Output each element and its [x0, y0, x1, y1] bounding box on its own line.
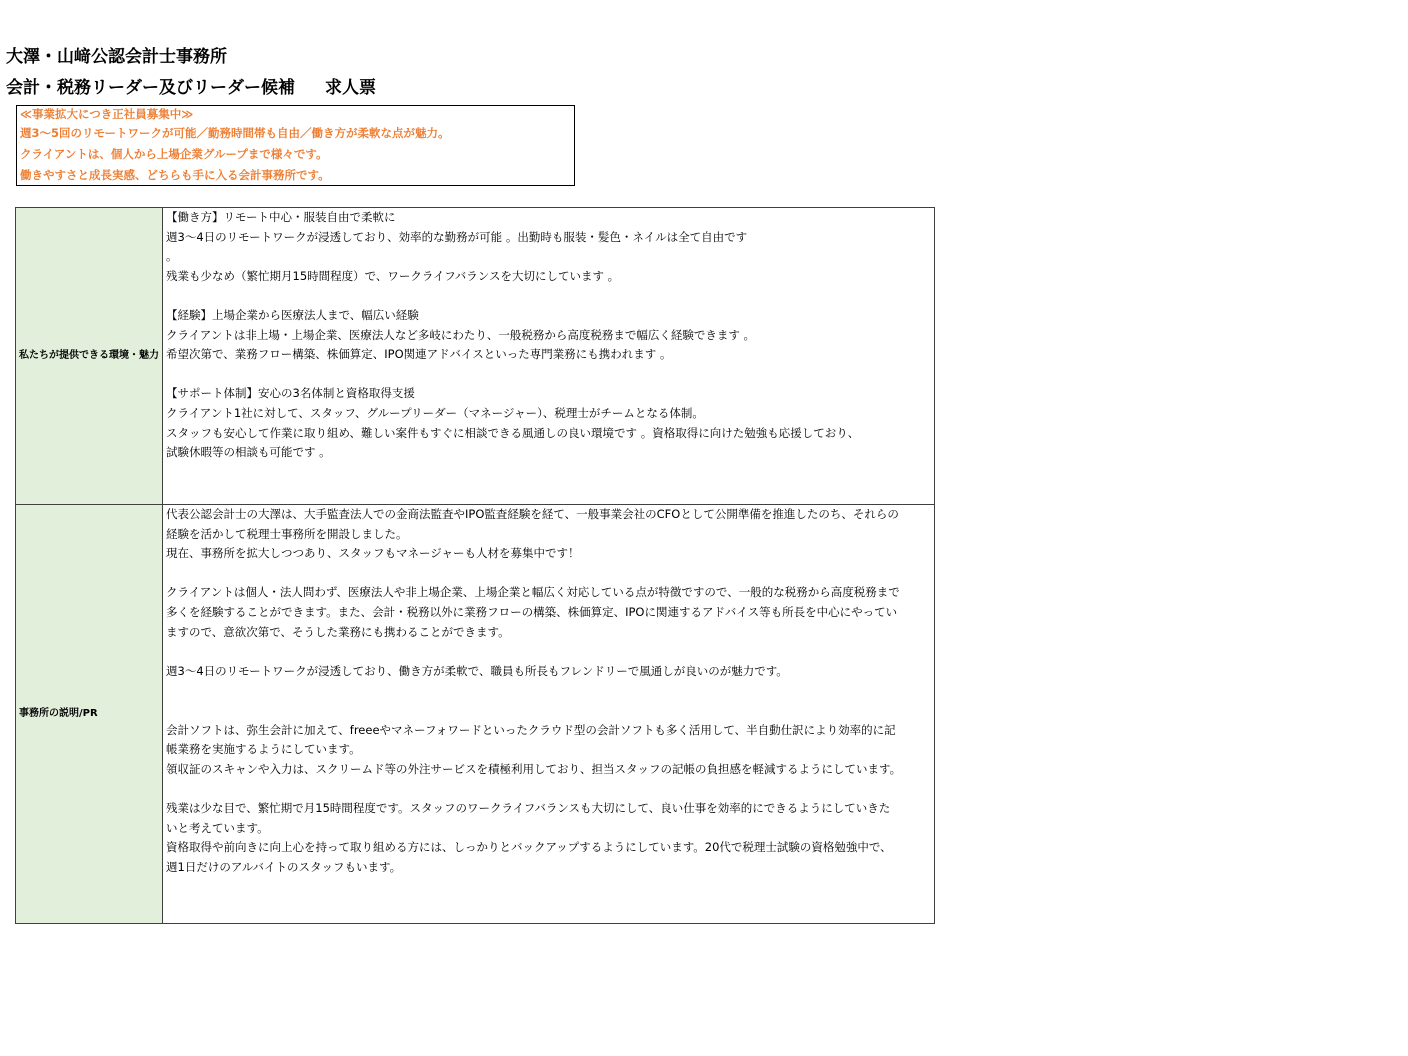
content-line — [166, 681, 934, 701]
promo-box — [16, 105, 575, 186]
content-line: いと考えています。 — [166, 820, 269, 835]
promo-line: 働きやすさと成長実感、どちらも手に入る会計事務所です。 — [20, 168, 330, 182]
content-line: 帳業務を実施するようにしています。 — [166, 742, 361, 757]
content-line: クライアントは非上場・上場企業、医療法人など多岐にわたり、一般税務から高度税務まで幅広く経験できます 。 — [166, 327, 755, 342]
row-content-cell — [164, 208, 934, 504]
content-line: 経験を活かして税理士事務所を開設しました。 — [166, 526, 408, 541]
content-line: スタッフも安心して作業に取り組め、難しい案件もすぐに相談できる風通しの良い環境です 。資格取得に向けた勉強も応援しており、 — [166, 425, 860, 440]
content-line — [166, 564, 934, 584]
content-line: 【働き方】リモート中心・服装自由で柔軟に — [166, 210, 396, 224]
company-name: 大澤・山﨑公認会計士事務所 — [6, 47, 227, 67]
content-line: 多くを経験することができます。また、会計・税務以外に業務フローの構築、株価算定、IPOに関連するアドバイス等も所長を中心にやってい — [166, 604, 898, 619]
position-title-line — [6, 77, 376, 99]
content-line — [166, 779, 934, 799]
doc-type: 求人票 — [325, 78, 376, 98]
content-line — [166, 365, 934, 385]
row-label-cell — [16, 505, 163, 923]
content-line: 週1日だけのアルバイトのスタッフもいます。 — [166, 859, 402, 874]
row-label-cell — [16, 208, 163, 504]
promo-line: クライアントは、個人から上場企業グループまで様々です。 — [20, 147, 328, 161]
content-line: 領収証のスキャンや入力は、スクリームド等の外注サービスを積極利用しており、担当スタッフの記帳の負担感を軽減するようにしています。 — [166, 761, 902, 776]
table-row — [15, 207, 935, 505]
position-title: 会計・税務リーダー及びリーダー候補 — [6, 78, 295, 98]
promo-line: 週3～5回のリモートワークが可能／勤務時間帯も自由／働き方が柔軟な点が魅力。 — [20, 126, 450, 140]
content-line: 試験休暇等の相談も可能です 。 — [166, 445, 331, 460]
content-line: ますので、意欲次第で、そうした業務にも携わることができます。 — [166, 624, 510, 639]
content-line: クライアントは個人・法人問わず、医療法人や非上場企業、上場企業と幅広く対応している点が特徴ですので、一般的な税務から高度税務まで — [166, 585, 900, 600]
row-content-cell — [164, 505, 934, 923]
content-line: 残業は少な目で、繁忙期で月15時間程度です。スタッフのワークライフバランスも大切にして、良い仕事を効率的にできるようにしていきた — [166, 800, 891, 815]
content-line: 【サポート体制】安心の3名体制と資格取得支援 — [166, 386, 415, 401]
content-line: 希望次第で、業務フロー構築、株価算定、IPO関連アドバイスといった専門業務にも携われます 。 — [166, 347, 672, 362]
content-line — [166, 642, 934, 662]
table-row — [15, 504, 935, 924]
row-label: 事務所の説明/PR — [19, 708, 98, 719]
content-line — [166, 286, 934, 306]
content-line — [166, 701, 934, 721]
content-line: 会計ソフトは、弥生会計に加えて、freeeやマネーフォワードといったクラウド型の会計ソフトも多く活用して、半自動仕訳により効率的に記 — [166, 722, 896, 737]
content-line: 資格取得や前向きに向上心を持って取り組める方には、しっかりとバックアップするようにしています。20代で税理士試験の資格勉強中で、 — [166, 840, 892, 855]
row-label: 私たちが提供できる環境・魅力 — [19, 350, 159, 361]
content-line: 【経験】上場企業から医療法人まで、幅広い経験 — [166, 307, 419, 322]
content-line: 残業も少なめ（繁忙期月15時間程度）で、ワークライフバランスを大切にしています 。 — [166, 268, 620, 283]
content-line: 週3～4日のリモートワークが浸透しており、効率的な勤務が可能 。出勤時も服装・髪色・ネイルは全て自由です — [166, 229, 748, 244]
content-line: クライアント1社に対して、スタッフ、グループリーダー（マネージャー）、税理士がチームとなる体制。 — [166, 405, 704, 420]
promo-line: ≪事業拡大につき正社員募集中≫ — [20, 107, 194, 121]
content-line: 現在、事務所を拡大しつつあり、スタッフもマネージャーも人材を募集中です！ — [166, 546, 580, 561]
content-line: 代表公認会計士の大澤は、大手監査法人での金商法監査やIPO監査経験を経て、一般事業会社のCFOとして公開準備を推進したのち、それらの — [166, 507, 899, 521]
content-line: 週3～4日のリモートワークが浸透しており、働き方が柔軟で、職員も所長もフレンドリーで風通しが良いのが魅力です。 — [166, 663, 788, 678]
content-line: 。 — [166, 249, 178, 264]
